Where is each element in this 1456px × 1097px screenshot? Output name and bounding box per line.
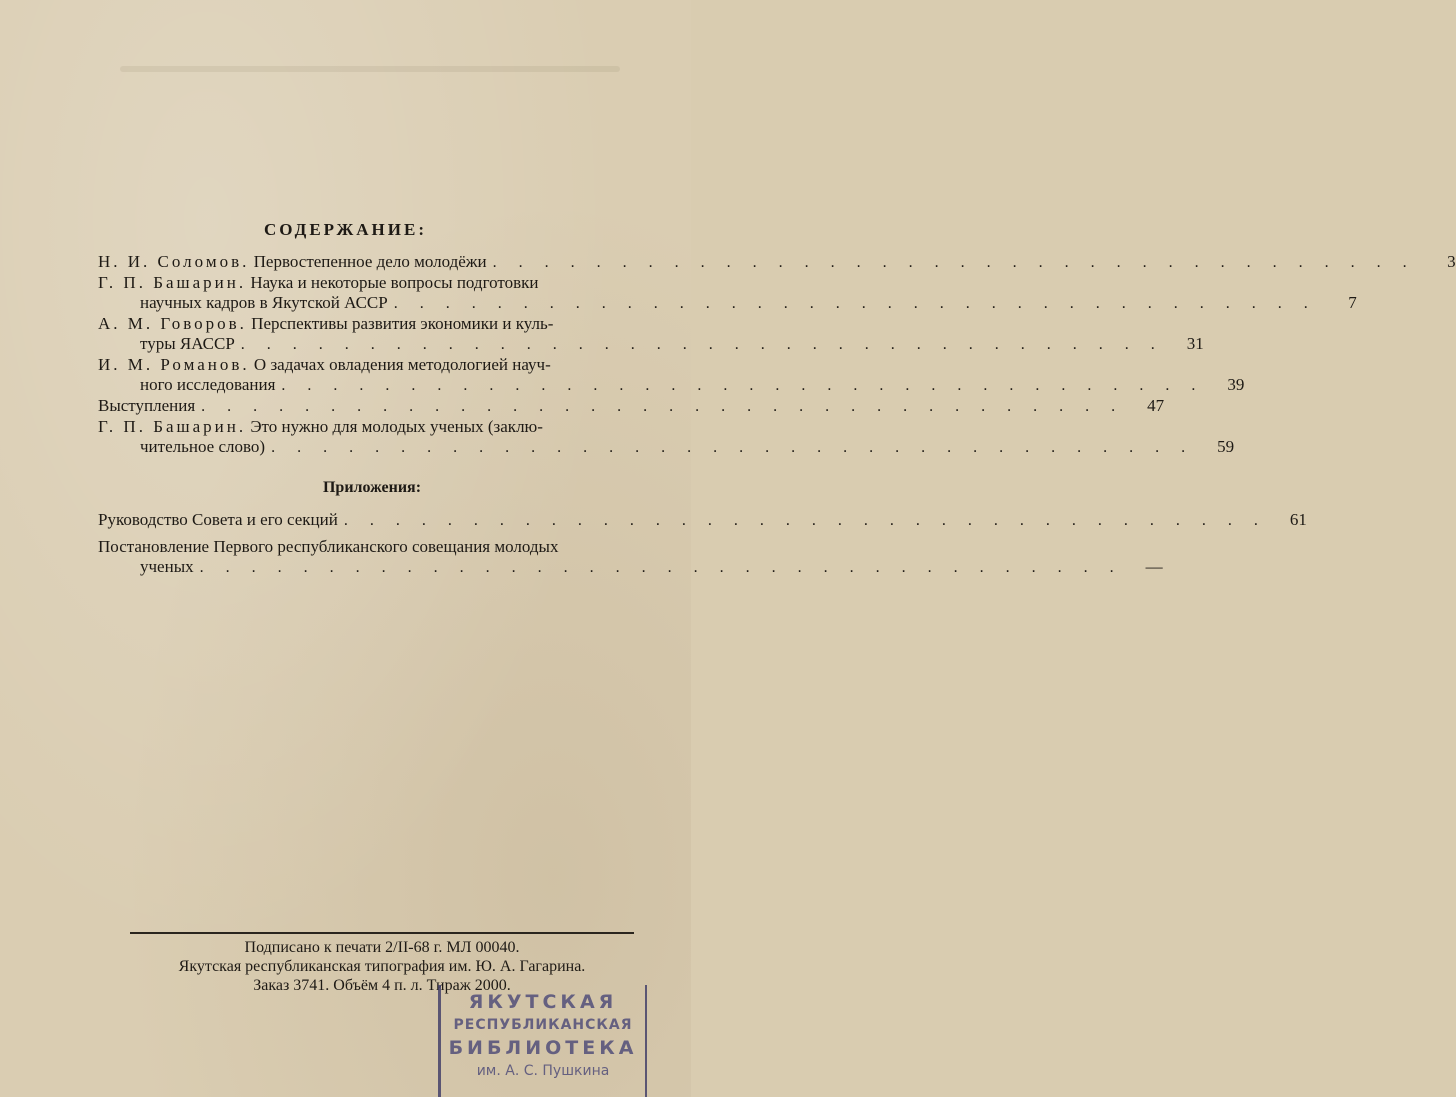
table-of-contents <box>98 252 1456 578</box>
toc-entry <box>98 355 1245 396</box>
imprint-line: Заказ 3741. Объём 4 п. л. Тираж 2000. <box>253 977 511 994</box>
leader-dots: . . . . . . . . . . . . . . . . . . . . . . . . . . . . . . . . . . . . <box>492 254 1416 271</box>
toc-title-continued: чительное слово) <box>140 437 266 456</box>
paper-smudge <box>120 66 620 72</box>
toc-author: И. М. Романов. <box>98 355 250 374</box>
appendix-entry <box>98 537 1163 578</box>
toc-entry <box>98 252 1456 273</box>
leader-dots: . . . . . . . . . . . . . . . . . . . . . . . . . . . . . . . . . . . . <box>343 512 1267 529</box>
toc-author: Г. П. Башарин. <box>98 273 247 292</box>
imprint-divider <box>130 932 634 934</box>
toc-page-number: 47 <box>1147 396 1165 415</box>
leader-dots: . . . . . . . . . . . . . . . . . . . . . . . . . . . . . . . . . . . . <box>201 398 1125 415</box>
toc-title: Это нужно для молодых ученых (заклю- <box>250 417 543 436</box>
appendix-entry <box>98 510 1307 531</box>
toc-title-continued: научных кадров в Якутской АССР <box>140 293 388 312</box>
toc-entry <box>98 417 1235 458</box>
contents-title: СОДЕРЖАНИЕ: <box>263 220 427 239</box>
imprint-line: Подписано к печати 2/II-68 г. МЛ 00040. <box>244 939 520 956</box>
appendix-title-continued: ученых <box>140 557 194 576</box>
stamp-line: БИБЛИОТЕКА <box>448 1037 638 1059</box>
toc-title: О задачах овладения методологией науч- <box>253 355 551 374</box>
appendix-page-number: — <box>1145 557 1163 576</box>
toc-entry <box>98 314 1204 355</box>
toc-page-number: 3 <box>1447 252 1456 271</box>
library-stamp <box>438 985 647 1097</box>
toc-author: А. М. Говоров. <box>98 314 247 333</box>
leader-dots: . . . . . . . . . . . . . . . . . . . . . . . . . . . . . . . . . . . . <box>393 295 1317 312</box>
toc-title: Наука и некоторые вопросы подготовки <box>250 273 539 292</box>
leader-dots: . . . . . . . . . . . . . . . . . . . . . . . . . . . . . . . . . . . . <box>199 559 1123 576</box>
leader-dots: . . . . . . . . . . . . . . . . . . . . . . . . . . . . . . . . . . . . <box>240 336 1164 353</box>
imprint-line: Якутская республиканская типография им. Ю. А. Гагарина. <box>178 958 586 975</box>
toc-title: Первостепенное дело молодёжи <box>253 252 487 271</box>
leader-dots: . . . . . . . . . . . . . . . . . . . . . . . . . . . . . . . . . . . . <box>281 377 1205 394</box>
appendix-title: Постановление Первого республиканского совещания молодых <box>98 537 559 556</box>
stamp-line: им. А. С. Пушкина <box>476 1063 610 1079</box>
toc-title: Выступления <box>98 396 196 415</box>
toc-page-number: 31 <box>1186 334 1204 353</box>
toc-author: Н. И. Соломов. <box>98 252 250 271</box>
appendix-heading: Приложения: <box>322 479 422 496</box>
toc-page-number: 39 <box>1227 375 1245 394</box>
toc-title-continued: туры ЯАССР <box>140 334 235 353</box>
leader-dots: . . . . . . . . . . . . . . . . . . . . . . . . . . . . . . . . . . . . <box>271 439 1195 456</box>
toc-page-number: 7 <box>1348 293 1357 312</box>
appendix-title: Руководство Совета и его секций <box>98 510 338 529</box>
toc-entry <box>98 273 1357 314</box>
toc-entry <box>98 396 1165 417</box>
toc-title: Перспективы развития экономики и куль- <box>251 314 554 333</box>
toc-title-continued: ного исследования <box>140 375 276 394</box>
stamp-line: ЯКУТСКАЯ <box>468 991 618 1013</box>
toc-page-number: 59 <box>1217 437 1235 456</box>
appendix-page-number: 61 <box>1289 510 1307 529</box>
toc-author: Г. П. Башарин. <box>98 417 247 436</box>
stamp-line: РЕСПУБЛИКАНСКАЯ <box>453 1017 633 1033</box>
